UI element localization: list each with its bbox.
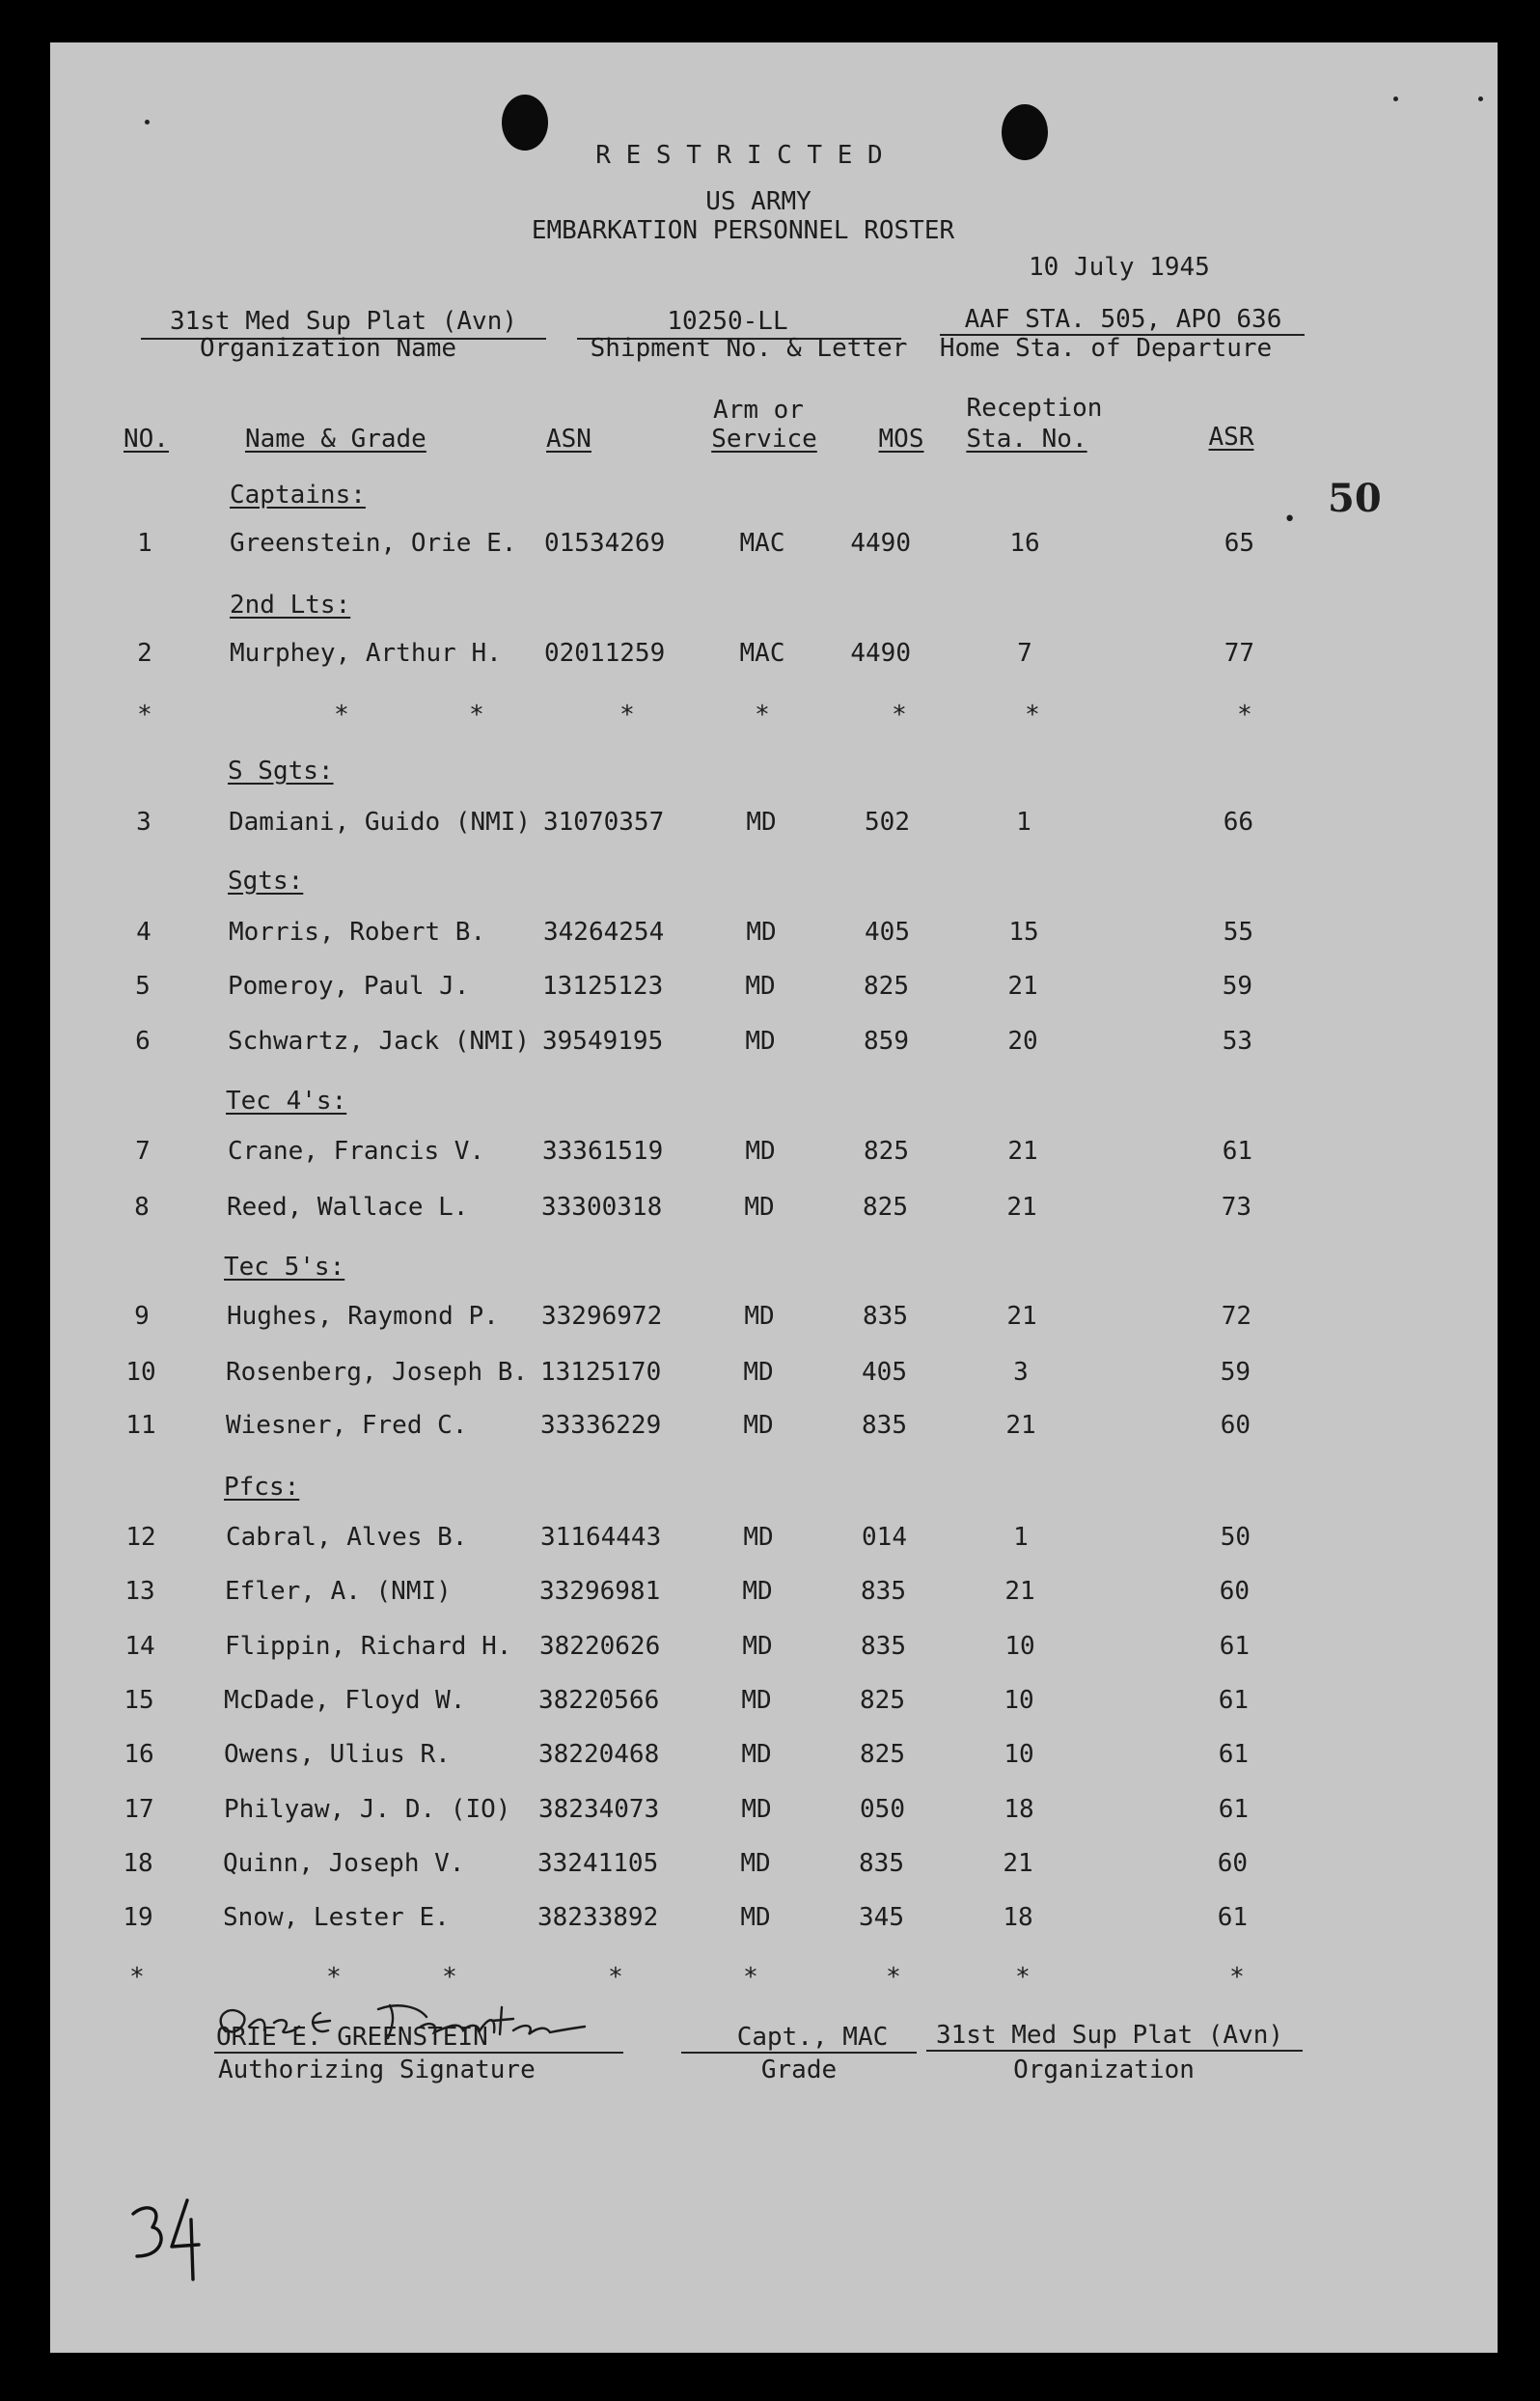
separator-asterisk: * bbox=[619, 701, 635, 730]
roster-cell-asr: 61 bbox=[1217, 1903, 1248, 1932]
separator-asterisk: * bbox=[743, 1963, 758, 1992]
roster-cell-asr: 61 bbox=[1218, 1686, 1249, 1715]
roster-cell-name: Greenstein, Orie E. bbox=[230, 529, 517, 558]
separator-asterisk: * bbox=[442, 1963, 457, 1992]
roster-cell-name: Flippin, Richard H. bbox=[225, 1632, 512, 1661]
roster-cell-arm: MD bbox=[744, 1302, 775, 1331]
roster-cell-mos: 835 bbox=[863, 1302, 908, 1331]
roster-cell-asr: 53 bbox=[1222, 1027, 1252, 1056]
roster-cell-mos: 835 bbox=[861, 1632, 906, 1661]
margin-number: 50 bbox=[1328, 476, 1382, 521]
roster-cell-arm: MD bbox=[741, 1795, 772, 1824]
roster-cell-sta: 18 bbox=[1004, 1795, 1034, 1824]
roster-cell-asn: 13125170 bbox=[540, 1358, 662, 1387]
separator-asterisk: * bbox=[469, 701, 484, 730]
grade-label: Grade bbox=[760, 2056, 838, 2084]
roster-cell-asr: 60 bbox=[1220, 1411, 1251, 1440]
roster-cell-sta: 10 bbox=[1004, 1686, 1034, 1715]
roster-cell-no: 9 bbox=[134, 1302, 150, 1331]
roster-cell-name: Hughes, Raymond P. bbox=[227, 1302, 499, 1331]
punch-hole-left bbox=[502, 95, 548, 151]
home-station-label: Home Sta. of Departure bbox=[939, 334, 1273, 363]
roster-cell-arm: MD bbox=[745, 1137, 776, 1166]
roster-cell-no: 17 bbox=[124, 1795, 154, 1824]
classification-marking: R E S T R I C T E D bbox=[595, 141, 883, 170]
section-label: 2nd Lts: bbox=[230, 591, 351, 620]
roster-cell-arm: MD bbox=[745, 1027, 776, 1056]
section-label: Tec 4's: bbox=[226, 1087, 347, 1116]
roster-cell-mos: 825 bbox=[864, 1137, 909, 1166]
roster-cell-mos: 405 bbox=[862, 1358, 907, 1387]
separator-asterisk: * bbox=[334, 701, 349, 730]
roster-cell-mos: 859 bbox=[864, 1027, 909, 1056]
roster-cell-no: 1 bbox=[137, 529, 152, 558]
roster-cell-no: 3 bbox=[136, 808, 151, 837]
organization-label: Organization Name bbox=[199, 334, 457, 363]
shipment-label: Shipment No. & Letter bbox=[590, 334, 908, 363]
roster-cell-sta: 15 bbox=[1008, 918, 1039, 947]
roster-cell-no: 4 bbox=[136, 918, 151, 947]
roster-cell-no: 13 bbox=[124, 1577, 155, 1606]
signature-label: Authorizing Signature bbox=[218, 2056, 536, 2084]
roster-cell-arm: MD bbox=[745, 972, 776, 1001]
separator-asterisk: * bbox=[608, 1963, 623, 1992]
separator-asterisk: * bbox=[326, 1963, 342, 1992]
form-title: EMBARKATION PERSONNEL ROSTER bbox=[531, 216, 955, 245]
separator-asterisk: * bbox=[1229, 1963, 1245, 1992]
roster-cell-name: Rosenberg, Joseph B. bbox=[226, 1358, 529, 1387]
roster-cell-mos: 4490 bbox=[850, 529, 911, 558]
speck bbox=[1478, 97, 1483, 101]
roster-cell-asn: 33361519 bbox=[542, 1137, 664, 1166]
roster-cell-name: Wiesner, Fred C. bbox=[226, 1411, 468, 1440]
roster-cell-name: Snow, Lester E. bbox=[223, 1903, 450, 1932]
roster-cell-asr: 59 bbox=[1222, 972, 1252, 1001]
roster-cell-asn: 31070357 bbox=[543, 808, 665, 837]
roster-cell-sta: 3 bbox=[1013, 1358, 1029, 1387]
roster-cell-asr: 77 bbox=[1224, 639, 1254, 668]
agency-title: US ARMY bbox=[705, 187, 811, 216]
separator-asterisk: * bbox=[129, 1963, 145, 1992]
separator-asterisk: * bbox=[137, 701, 152, 730]
roster-cell-asn: 33300318 bbox=[541, 1193, 663, 1222]
roster-cell-mos: 4490 bbox=[850, 639, 911, 668]
roster-cell-name: Crane, Francis V. bbox=[228, 1137, 485, 1166]
section-label: Captains: bbox=[230, 481, 366, 510]
roster-cell-arm: MAC bbox=[739, 529, 785, 558]
roster-cell-name: Owens, Ulius R. bbox=[224, 1740, 451, 1769]
roster-cell-sta: 20 bbox=[1007, 1027, 1038, 1056]
roster-cell-mos: 825 bbox=[860, 1686, 905, 1715]
shipment-value: 10250-LL bbox=[667, 307, 788, 336]
signer-organization: 31st Med Sup Plat (Avn) bbox=[935, 2021, 1284, 2050]
roster-cell-sta: 7 bbox=[1017, 639, 1032, 668]
roster-cell-name: Morris, Robert B. bbox=[229, 918, 486, 947]
home-station-value: AAF STA. 505, APO 636 bbox=[964, 305, 1282, 334]
roster-cell-no: 5 bbox=[135, 972, 151, 1001]
roster-cell-name: Damiani, Guido (NMI) bbox=[229, 808, 532, 837]
col-header-mos: MOS bbox=[878, 425, 924, 454]
roster-date: 10 July 1945 bbox=[1029, 253, 1210, 282]
separator-asterisk: * bbox=[1025, 701, 1040, 730]
roster-cell-sta: 18 bbox=[1003, 1903, 1033, 1932]
roster-cell-asr: 61 bbox=[1222, 1137, 1252, 1166]
roster-cell-asn: 38220626 bbox=[539, 1632, 661, 1661]
roster-cell-asr: 65 bbox=[1224, 529, 1254, 558]
col-header-arm-line2: Service bbox=[711, 425, 817, 454]
roster-cell-asr: 60 bbox=[1219, 1577, 1250, 1606]
roster-cell-name: Schwartz, Jack (NMI) bbox=[228, 1027, 531, 1056]
roster-cell-asr: 61 bbox=[1218, 1740, 1249, 1769]
separator-asterisk: * bbox=[886, 1963, 901, 1992]
roster-cell-no: 18 bbox=[123, 1849, 153, 1878]
roster-cell-arm: MD bbox=[740, 1849, 771, 1878]
col-header-asr: ASR bbox=[1208, 423, 1254, 452]
roster-cell-no: 11 bbox=[125, 1411, 156, 1440]
organization-sign-label: Organization bbox=[1013, 2056, 1195, 2084]
roster-cell-asn: 01534269 bbox=[544, 529, 666, 558]
roster-cell-asr: 55 bbox=[1223, 918, 1253, 947]
roster-cell-asn: 31164443 bbox=[540, 1523, 662, 1552]
roster-cell-arm: MD bbox=[740, 1903, 771, 1932]
margin-tick: • bbox=[1283, 508, 1297, 532]
separator-asterisk: * bbox=[1015, 1963, 1031, 1992]
roster-cell-asr: 60 bbox=[1217, 1849, 1248, 1878]
col-header-name: Name & Grade bbox=[245, 425, 426, 454]
col-header-arm-line1: Arm or bbox=[713, 396, 804, 425]
roster-cell-asr: 61 bbox=[1219, 1632, 1250, 1661]
roster-cell-arm: MD bbox=[742, 1632, 773, 1661]
roster-cell-no: 15 bbox=[124, 1686, 154, 1715]
roster-cell-mos: 835 bbox=[862, 1411, 907, 1440]
roster-cell-sta: 10 bbox=[1004, 1632, 1035, 1661]
roster-cell-arm: MD bbox=[741, 1740, 772, 1769]
roster-cell-asn: 33296972 bbox=[541, 1302, 663, 1331]
roster-cell-sta: 1 bbox=[1016, 808, 1031, 837]
roster-cell-asn: 34264254 bbox=[543, 918, 665, 947]
roster-cell-no: 7 bbox=[135, 1137, 151, 1166]
roster-cell-sta: 21 bbox=[1006, 1302, 1037, 1331]
signer-name: ORIE E. GREENSTEIN bbox=[216, 2023, 488, 2052]
roster-cell-mos: 405 bbox=[865, 918, 910, 947]
roster-cell-asr: 72 bbox=[1221, 1302, 1251, 1331]
roster-cell-asr: 59 bbox=[1220, 1358, 1251, 1387]
roster-cell-asn: 13125123 bbox=[542, 972, 664, 1001]
roster-cell-name: Philyaw, J. D. (IO) bbox=[224, 1795, 511, 1824]
roster-cell-mos: 825 bbox=[863, 1193, 908, 1222]
roster-cell-sta: 21 bbox=[1007, 972, 1038, 1001]
separator-asterisk: * bbox=[892, 701, 907, 730]
section-label: S Sgts: bbox=[228, 757, 334, 786]
signer-grade: Capt., MAC bbox=[736, 2023, 889, 2052]
roster-cell-mos: 825 bbox=[860, 1740, 905, 1769]
separator-asterisk: * bbox=[1237, 701, 1252, 730]
roster-cell-arm: MD bbox=[744, 1193, 775, 1222]
roster-cell-no: 19 bbox=[123, 1903, 153, 1932]
handwritten-page-number bbox=[124, 2196, 210, 2283]
roster-cell-name: Cabral, Alves B. bbox=[226, 1523, 468, 1552]
roster-cell-arm: MD bbox=[743, 1411, 774, 1440]
col-header-reception-line1: Reception bbox=[966, 394, 1103, 423]
organization-value: 31st Med Sup Plat (Avn) bbox=[169, 307, 518, 336]
roster-cell-no: 12 bbox=[125, 1523, 156, 1552]
roster-cell-sta: 21 bbox=[1005, 1411, 1036, 1440]
separator-asterisk: * bbox=[755, 701, 770, 730]
section-label: Tec 5's: bbox=[224, 1253, 345, 1282]
roster-cell-name: McDade, Floyd W. bbox=[224, 1686, 466, 1715]
roster-cell-asr: 61 bbox=[1218, 1795, 1249, 1824]
roster-cell-mos: 835 bbox=[861, 1577, 906, 1606]
roster-cell-asr: 73 bbox=[1221, 1193, 1251, 1222]
col-header-no: NO. bbox=[124, 425, 169, 454]
roster-cell-asn: 38234073 bbox=[538, 1795, 660, 1824]
roster-cell-mos: 014 bbox=[862, 1523, 907, 1552]
roster-cell-asn: 38233892 bbox=[537, 1903, 659, 1932]
roster-cell-asn: 33241105 bbox=[537, 1849, 659, 1878]
roster-cell-asn: 33296981 bbox=[539, 1577, 661, 1606]
roster-cell-asn: 33336229 bbox=[540, 1411, 662, 1440]
roster-cell-sta: 21 bbox=[1003, 1849, 1033, 1878]
speck bbox=[145, 120, 150, 124]
roster-cell-no: 6 bbox=[135, 1027, 151, 1056]
roster-cell-asr: 50 bbox=[1220, 1523, 1251, 1552]
roster-cell-name: Efler, A. (NMI) bbox=[225, 1577, 452, 1606]
roster-cell-asr: 66 bbox=[1223, 808, 1253, 837]
section-label: Sgts: bbox=[228, 867, 304, 896]
roster-cell-no: 14 bbox=[124, 1632, 155, 1661]
roster-cell-no: 10 bbox=[125, 1358, 156, 1387]
roster-cell-sta: 21 bbox=[1004, 1577, 1035, 1606]
signature-line bbox=[214, 2052, 623, 2054]
col-header-asn: ASN bbox=[546, 425, 591, 454]
roster-cell-mos: 345 bbox=[859, 1903, 904, 1932]
roster-cell-arm: MD bbox=[741, 1686, 772, 1715]
roster-cell-sta: 16 bbox=[1009, 529, 1040, 558]
speck bbox=[1393, 97, 1398, 101]
roster-cell-mos: 502 bbox=[865, 808, 910, 837]
organization-sign-line bbox=[926, 2050, 1303, 2052]
roster-cell-sta: 21 bbox=[1006, 1193, 1037, 1222]
roster-cell-arm: MD bbox=[743, 1523, 774, 1552]
roster-cell-mos: 825 bbox=[864, 972, 909, 1001]
roster-cell-arm: MD bbox=[743, 1358, 774, 1387]
roster-cell-name: Quinn, Joseph V. bbox=[223, 1849, 465, 1878]
roster-cell-no: 2 bbox=[137, 639, 152, 668]
roster-cell-name: Reed, Wallace L. bbox=[227, 1193, 469, 1222]
grade-line bbox=[681, 2052, 917, 2054]
roster-cell-arm: MD bbox=[742, 1577, 773, 1606]
roster-cell-name: Pomeroy, Paul J. bbox=[228, 972, 470, 1001]
roster-cell-sta: 21 bbox=[1007, 1137, 1038, 1166]
roster-cell-arm: MD bbox=[746, 808, 777, 837]
roster-cell-asn: 38220566 bbox=[538, 1686, 660, 1715]
roster-cell-sta: 10 bbox=[1004, 1740, 1034, 1769]
roster-cell-asn: 39549195 bbox=[542, 1027, 664, 1056]
roster-cell-no: 8 bbox=[134, 1193, 150, 1222]
roster-cell-asn: 38220468 bbox=[538, 1740, 660, 1769]
roster-cell-no: 16 bbox=[124, 1740, 154, 1769]
col-header-reception-line2: Sta. No. bbox=[966, 425, 1087, 454]
roster-cell-arm: MD bbox=[746, 918, 777, 947]
roster-cell-sta: 1 bbox=[1013, 1523, 1029, 1552]
roster-cell-name: Murphey, Arthur H. bbox=[230, 639, 502, 668]
roster-cell-asn: 02011259 bbox=[544, 639, 666, 668]
section-label: Pfcs: bbox=[224, 1473, 300, 1502]
roster-cell-mos: 835 bbox=[859, 1849, 904, 1878]
punch-hole-right bbox=[1002, 104, 1048, 160]
roster-cell-arm: MAC bbox=[739, 639, 785, 668]
roster-cell-mos: 050 bbox=[860, 1795, 905, 1824]
